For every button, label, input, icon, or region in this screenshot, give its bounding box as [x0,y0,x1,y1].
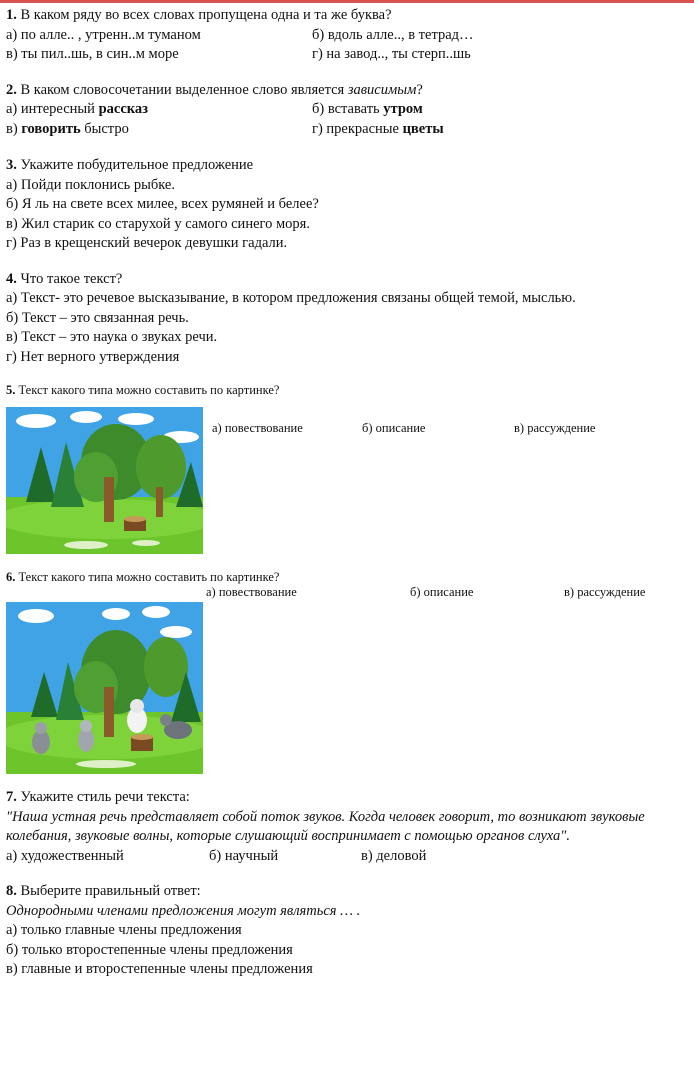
option-a: а) художественный [6,847,124,864]
option-d: г) Нет верного утверждения [6,348,180,365]
question-6 [6,568,692,775]
question-number: 6. [6,569,16,584]
option-b: б) вдоль алле.., в тетрад… [312,26,474,43]
option-c: в) рассуждение [564,585,646,599]
option-c-bold-word: говорить [21,120,81,137]
option-a: а) повествование [206,585,297,599]
option-c: в) ты пил..шь, в син..м море [6,46,179,62]
question-2 [6,81,692,140]
question-text: Текст какого типа можно составить по картинке? [18,569,280,584]
option-a: а) повествование [212,420,303,435]
option-c: в) деловой [361,847,427,864]
question-text: В каком словосочетании выделенное слово является [20,81,345,98]
question-text: Выберите правильный ответ: [20,883,201,899]
option-d-text: г) прекрасные [312,120,399,137]
option-c-text: в) [6,120,18,137]
option-b: б) описание [410,585,474,599]
forest-animals-illustration [6,602,203,774]
forest-illustration [6,407,203,554]
question-number: 2. [6,81,17,98]
option-d [312,120,444,140]
question-text: Что такое текст? [20,270,123,287]
question-number: 7. [6,789,17,805]
option-d: г) на завод.., ты стерп..шь [312,46,471,62]
option-a: а) Пойди поклонись рыбке. [6,176,175,193]
question-5 [6,381,692,554]
option-a: а) по алле.. , утренн..м туманом [6,26,201,43]
option-c-text-end: быстро [84,120,129,137]
question-text: Текст какого типа можно составить по картинке? [18,383,280,397]
forest-animals-picture [6,602,203,774]
option-b-text: б) вставать [312,101,380,117]
answer-options [212,421,595,436]
quote-text: "Наша устная речь представляет собой поток звуков. Когда человек говорит, то возникают звуковые колебания, звуковые волны, которые слушающий воспринимает с помощью органов слуха". [6,808,645,844]
option-a [6,100,312,120]
question-text-end: ? [416,81,423,98]
option-b: б) Текст – это связанная речь. [6,309,189,326]
question-number: 4. [6,270,17,287]
option-b [312,100,423,120]
question-text: Укажите побудительное предложение [20,157,254,173]
question-text-italic: зависимым [347,81,417,98]
option-b: б) Я ль на свете всех милее, всех румяней и белее? [6,196,319,212]
option-c: в) главные и второстепенные члены предложения [6,961,313,977]
question-number: 5. [6,383,16,397]
option-a-bold-word: рассказ [98,101,148,117]
question-1 [6,6,692,65]
option-c: в) рассуждение [514,420,596,435]
option-b: б) описание [362,420,426,435]
question-text: В каком ряду во всех словах пропущена одна и та же буква? [20,7,392,23]
option-b: б) только второстепенные члены предложения [6,941,293,958]
question-text: Укажите стиль речи текста: [20,789,190,805]
option-c: в) Жил старик со старухой у самого синего моря. [6,215,310,232]
question-4 [6,270,692,368]
question-prompt: Однородными членами предложения могут являться … . [6,902,361,919]
question-8 [6,882,692,980]
option-d: г) Раз в крещенский вечерок девушки гадали. [6,235,288,251]
top-accent-bar [0,0,694,3]
option-a: а) Текст- это речевое высказывание, в котором предложения связаны общей темой, мыслью. [6,290,576,306]
answer-options [206,585,692,600]
question-number: 8. [6,883,17,899]
option-a-text: а) интересный [6,101,95,117]
option-a: а) только главные члены предложения [6,922,242,938]
question-7 [6,788,692,866]
option-c [6,120,312,140]
option-d-bold-word: цветы [402,120,444,137]
question-number: 3. [6,157,17,173]
forest-picture [6,407,203,554]
question-3 [6,156,692,254]
option-b-bold-word: утром [383,101,423,117]
option-b: б) научный [209,847,279,864]
option-c: в) Текст – это наука о звуках речи. [6,329,218,345]
question-number: 1. [6,7,17,23]
worksheet [6,6,692,994]
